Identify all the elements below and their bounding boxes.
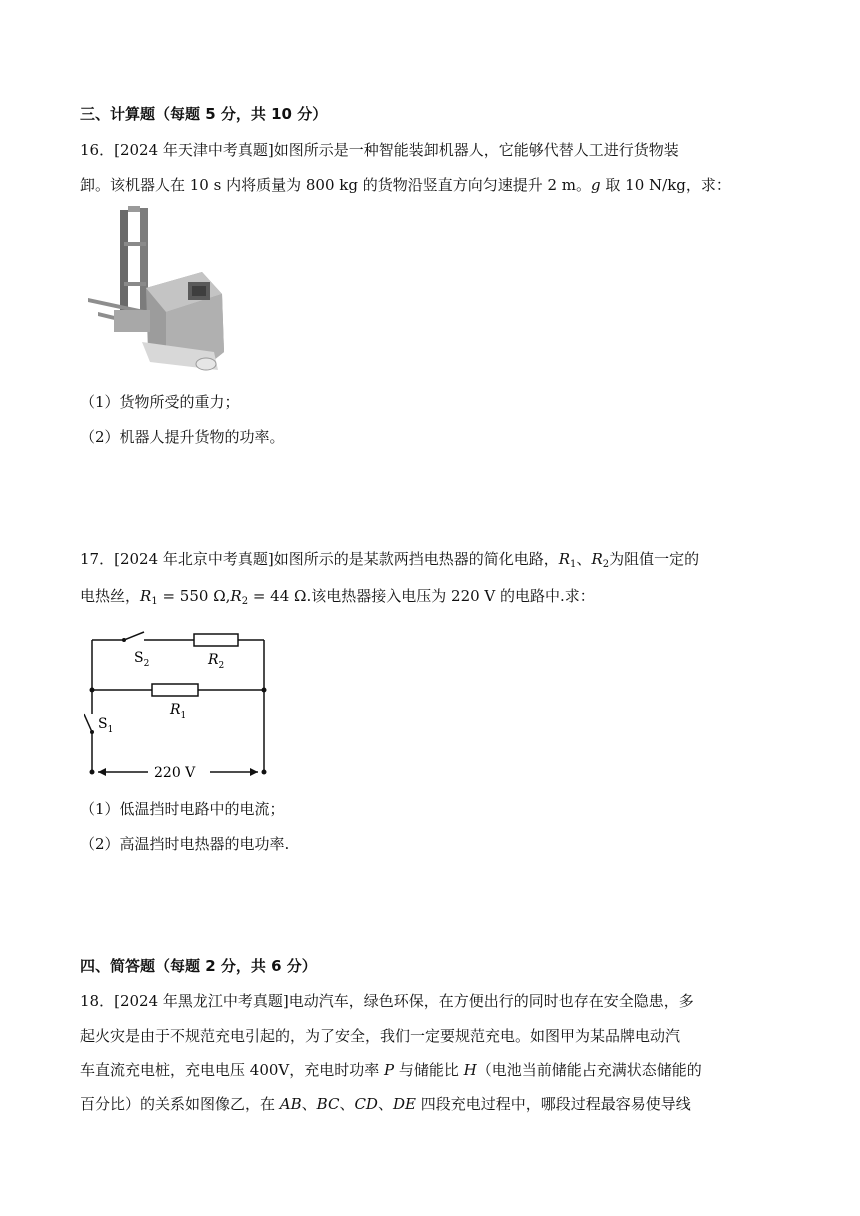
q18-line3: 车直流充电桩，充电电压 400V，充电时功率 P 与储能比 H（电池当前储能占充满状态储能的: [80, 1061, 702, 1079]
q16-subquestion-1: （1）货物所受的重力；: [80, 393, 240, 411]
q17-line2: 电热丝，$R_1 = 550$ $\Omega,R_2 = 44$ Ω.该电热器接入电压为 220 V 的电路中.求：: [80, 587, 595, 607]
voltage-label: 220 V: [154, 765, 196, 778]
q17-line1: 17．[2024 年北京中考真题]如图所示的是某款两挡电热器的简化电路，$R_1$、$R_2$为阻值一定的: [80, 550, 700, 570]
s1-label: $S_1$: [98, 716, 114, 735]
q18-line1: 18．[2024 年黑龙江中考真题]电动汽车，绿色环保，在方便出行的同时也存在安全隐患，多: [80, 992, 694, 1010]
forklift-robot-photo: [84, 202, 228, 378]
s2-label: $S_2$: [134, 650, 150, 669]
q17-subquestion-1: （1）低温挡时电路中的电流；: [80, 800, 285, 818]
section-title-calculation: 三、计算题（每题 5 分，共 10 分）: [80, 105, 328, 123]
q16-line2: 卸。该机器人在 10 s 内将质量为 800 kg 的货物沿竖直方向匀速提升 2 m。g 取 10 N/kg，求：: [80, 176, 731, 194]
r2-label: $R_2$: [208, 652, 225, 671]
circuit-diagram: [84, 628, 274, 778]
r1-label: $R_1$: [170, 702, 187, 721]
q18-line2: 起火灾是由于不规范充电引起的，为了安全，我们一定要规范充电。如图甲为某品牌电动汽: [80, 1027, 681, 1045]
q17-subquestion-2: （2）高温挡时电热器的电功率.: [80, 835, 290, 853]
q16-line1: 16．[2024 年天津中考真题]如图所示是一种智能装卸机器人，它能够代替人工进行货物装: [80, 141, 679, 159]
q16-subquestion-2: （2）机器人提升货物的功率。: [80, 428, 285, 446]
q18-line4: 百分比）的关系如图像乙，在 AB、BC、CD、DE 四段充电过程中，哪段过程最容易使导线: [80, 1095, 691, 1113]
section-title-short-answer: 四、简答题（每题 2 分，共 6 分）: [80, 957, 317, 975]
